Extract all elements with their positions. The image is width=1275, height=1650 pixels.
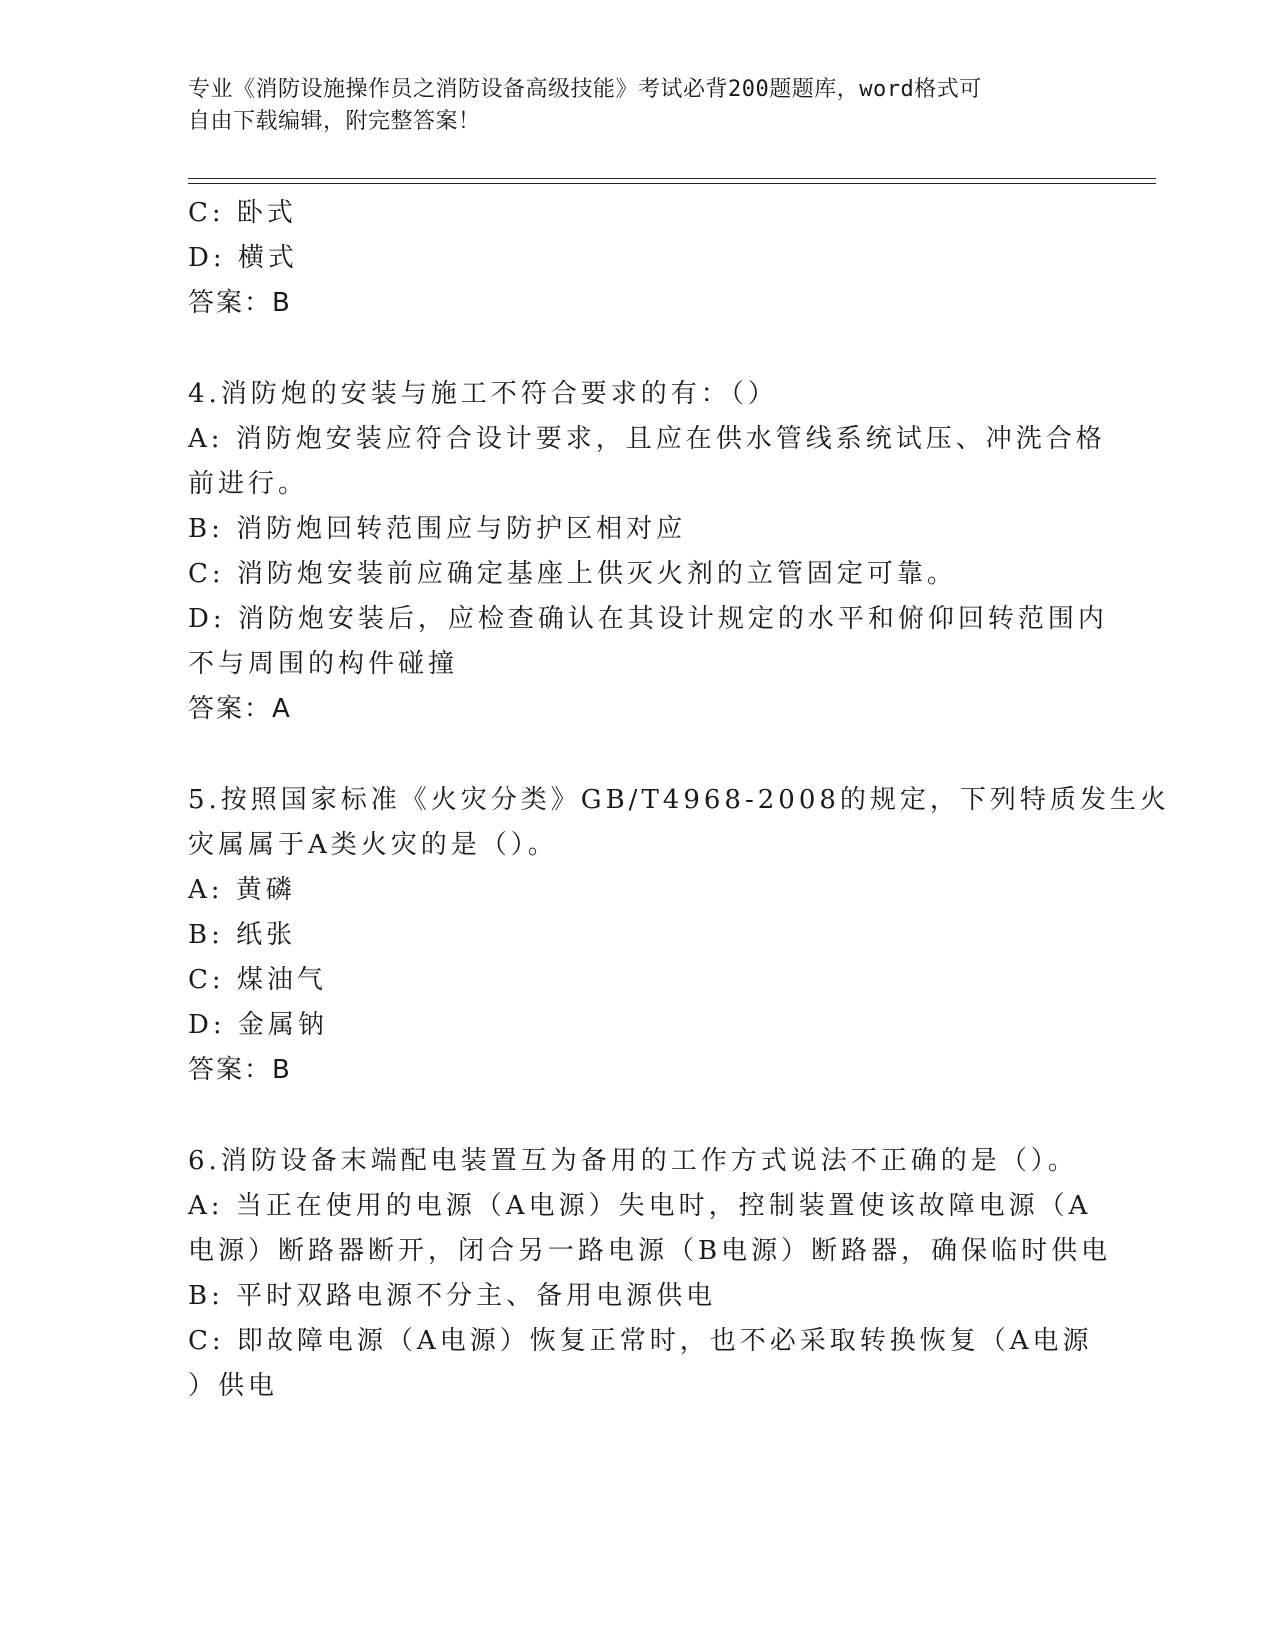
- question-4: [188, 372, 1108, 732]
- q4-option-c: C: 消防炮安装前应确定基座上供灭火剂的立管固定可靠。: [188, 559, 957, 589]
- q4-option-a-line-2: 前进行。: [188, 469, 309, 499]
- q6-option-a-line-1: A: 当正在使用的电源（A电源）失电时，控制装置使该故障电源（A: [188, 1191, 1092, 1221]
- question-list: [188, 191, 1170, 1409]
- q5-option-a: A: 黄磷: [188, 875, 296, 905]
- q4-option-a-line-1: A: 消防炮安装应符合设计要求，且应在供水管线系统试压、冲洗合格: [188, 424, 1106, 454]
- q5-option-d: D: 金属钠: [188, 1010, 328, 1040]
- q4-option-b: B: 消防炮回转范围应与防护区相对应: [188, 514, 687, 544]
- spacer: [188, 326, 1088, 372]
- q4-option-d-line-2: 不与周围的构件碰撞: [188, 649, 459, 679]
- question-6: [188, 1139, 1112, 1409]
- spacer: [188, 732, 1088, 778]
- q6-option-c-line-2: ）供电: [188, 1371, 279, 1401]
- q6-option-a-line-2: 电源）断路器断开，闭合另一路电源（B电源）断路器，确保临时供电: [188, 1236, 1112, 1266]
- spacer: [188, 1093, 1088, 1139]
- q6-option-c-line-1: C: 即故障电源（A电源）恢复正常时，也不必采取转换恢复（A电源: [188, 1326, 1093, 1356]
- q5-question-line-2: 灾属属于A类火灾的是（）。: [188, 830, 558, 860]
- q4-option-d-line-1: D: 消防炮安装后，应检查确认在其设计规定的水平和俯仰回转范围内: [188, 604, 1108, 634]
- question-5: [188, 778, 1170, 1093]
- question-3-tail: [188, 191, 1088, 326]
- q5-answer: 答案：B: [188, 1055, 292, 1085]
- q6-question: 6.消防设备末端配电装置互为备用的工作方式说法不正确的是（）。: [188, 1146, 1078, 1176]
- q3-option-d: D: 横式: [188, 243, 298, 273]
- header-rule-top: [188, 178, 1156, 179]
- header-line-1: 专业《消防设施操作员之消防设备高级技能》考试必背200题题库，word格式可: [188, 77, 982, 102]
- q4-answer: 答案：A: [188, 694, 292, 724]
- q3-answer: 答案：B: [188, 288, 292, 318]
- q6-option-b: B: 平时双路电源不分主、备用电源供电: [188, 1281, 717, 1311]
- q5-option-b: B: 纸张: [188, 920, 297, 950]
- document-header: [188, 74, 1088, 138]
- q4-question: 4.消防炮的安装与施工不符合要求的有：（）: [188, 379, 778, 409]
- header-rule-bottom: [188, 183, 1156, 184]
- q5-option-c: C: 煤油气: [188, 965, 327, 995]
- q5-question-line-1: 5.按照国家标准《火灾分类》GB/T4968-2008的规定，下列特质发生火: [188, 785, 1170, 815]
- q3-option-c: C: 卧式: [188, 198, 297, 228]
- header-line-2: 自由下载编辑，附完整答案！: [188, 109, 481, 134]
